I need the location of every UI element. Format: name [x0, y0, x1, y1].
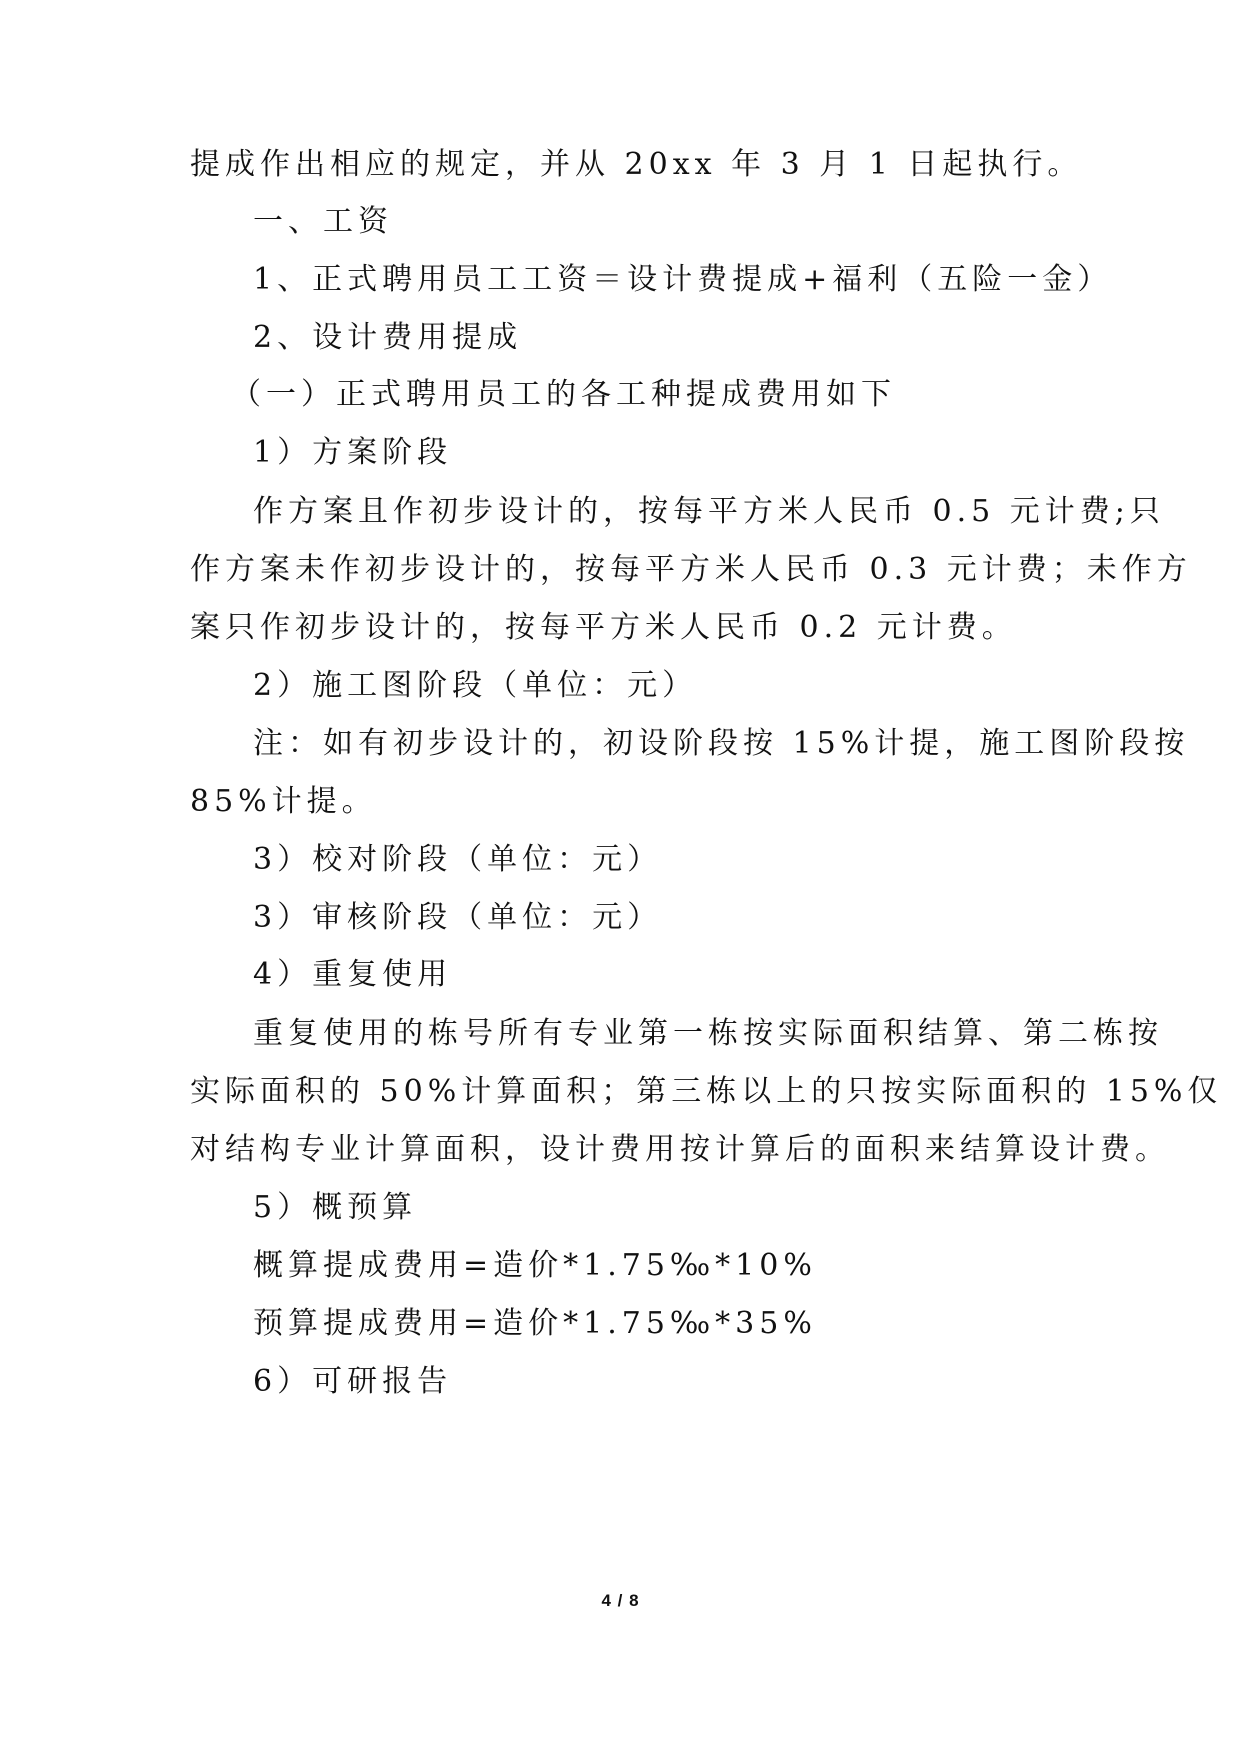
paragraph-line: 作方案且作初步设计的，按每平方米人民币 0.5 元计费;只	[253, 494, 1165, 529]
note-line: 85%计提。	[190, 784, 377, 819]
list-item: 5）概预算	[253, 1190, 418, 1225]
section-heading: 一、工资	[253, 204, 393, 239]
list-item: 2、设计费用提成	[253, 320, 523, 355]
list-item: 2）施工图阶段（单位：元）	[253, 668, 698, 703]
list-item: 3）审核阶段（单位：元）	[253, 900, 663, 935]
paragraph-line: 实际面积的 50%计算面积；第三栋以上的只按实际面积的 15%仅	[190, 1074, 1223, 1109]
paragraph-line: 提成作出相应的规定，并从 20xx 年 3 月 1 日起执行。	[190, 147, 1083, 182]
list-item: 6）可研报告	[253, 1364, 453, 1399]
list-item: 4）重复使用	[253, 957, 453, 992]
paragraph-line: 作方案未作初步设计的，按每平方米人民币 0.3 元计费；未作方	[190, 552, 1192, 587]
list-item: 1）方案阶段	[253, 435, 453, 470]
formula-line: 预算提成费用=造价*1.75‰*35%	[253, 1306, 817, 1341]
list-item: 3）校对阶段（单位：元）	[253, 842, 663, 877]
paragraph-line: 重复使用的栋号所有专业第一栋按实际面积结算、第二栋按	[253, 1016, 1163, 1051]
paragraph-line: 案只作初步设计的，按每平方米人民币 0.2 元计费。	[190, 610, 1017, 645]
formula-line: 概算提成费用=造价*1.75‰*10%	[253, 1248, 817, 1283]
note-line: 注：如有初步设计的，初设阶段按 15%计提，施工图阶段按	[253, 726, 1190, 761]
subsection-heading: （一）正式聘用员工的各工种提成费用如下	[231, 377, 896, 412]
paragraph-line: 对结构专业计算面积，设计费用按计算后的面积来结算设计费。	[190, 1132, 1170, 1167]
list-item: 1、正式聘用员工工资＝设计费提成+福利（五险一金）	[253, 262, 1113, 297]
page-number: 4 / 8	[601, 1591, 640, 1610]
